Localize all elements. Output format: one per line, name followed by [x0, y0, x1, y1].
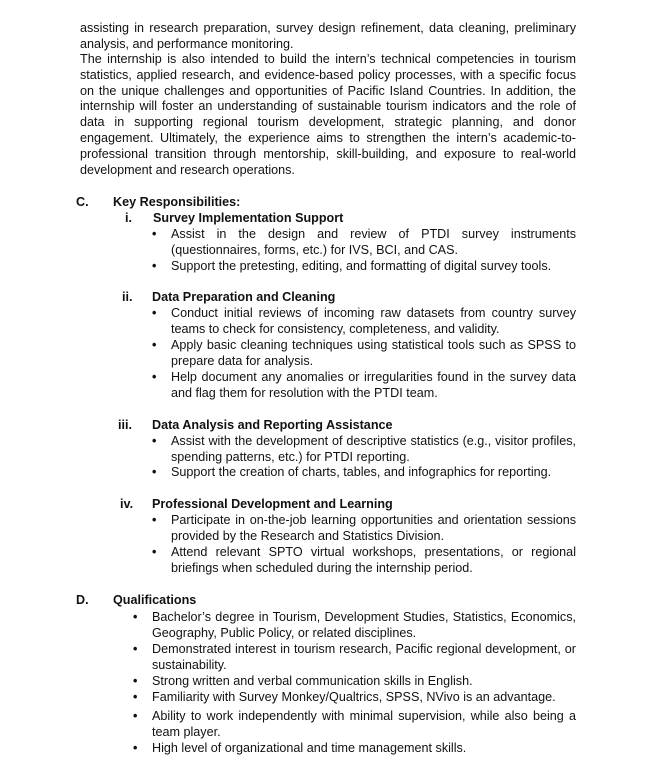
list-item: [152, 227, 576, 259]
list-item: [133, 642, 576, 674]
list-item-text: Apply basic cleaning techniques using statistical tools such as SPSS to prepare data for analysis.: [171, 338, 576, 368]
subsection-iii-heading: [118, 418, 393, 434]
bullet-glyph: •: [133, 690, 138, 704]
section-d-title: Qualifications: [113, 593, 197, 607]
bullet-glyph: •: [152, 306, 157, 320]
bullet-glyph: •: [152, 513, 157, 527]
list-item: [133, 709, 576, 741]
bullet-glyph: •: [152, 465, 157, 479]
subsection-ii-heading: [122, 290, 335, 306]
list-item-text: Bachelor’s degree in Tourism, Development Studies, Statistics, Economics, Geography, Public Policy, or related disciplines.: [152, 610, 576, 640]
list-item-text: Help document any anomalies or irregularities found in the survey data and flag them for resolution with the PTDI team.: [171, 370, 576, 400]
bullet-glyph: •: [152, 259, 157, 273]
section-c-letter: C.: [76, 195, 89, 209]
bullet-glyph: •: [133, 709, 138, 723]
list-item: [133, 610, 576, 642]
bullet-glyph: •: [152, 434, 157, 448]
list-item-text: Attend relevant SPTO virtual workshops, presentations, or regional briefings when scheduled during the internship period.: [171, 545, 576, 575]
bullet-glyph: •: [133, 642, 138, 656]
list-item: [152, 465, 576, 481]
list-item: [133, 674, 576, 690]
list-item-text: Strong written and verbal communication skills in English.: [152, 674, 473, 688]
list-item-text: High level of organizational and time management skills.: [152, 741, 467, 755]
subsection-i-heading: [125, 211, 343, 227]
section-c-heading: [76, 195, 240, 211]
list-item: [152, 513, 576, 545]
list-item-text: Conduct initial reviews of incoming raw datasets from country survey teams to check for consistency, completeness, and validity.: [171, 306, 576, 336]
subsection-numeral: iv.: [120, 497, 134, 511]
list-item: [133, 690, 576, 706]
list-item: [152, 338, 576, 370]
subsection-numeral: i.: [125, 211, 132, 225]
list-item-text: Familiarity with Survey Monkey/Qualtrics, SPSS, NVivo is an advantage.: [152, 690, 556, 704]
subsection-numeral: iii.: [118, 418, 132, 432]
list-item-text: Ability to work independently with minimal supervision, while also being a team player.: [152, 709, 576, 739]
list-item-text: Assist with the development of descriptive statistics (e.g., visitor profiles, spending patterns, etc.) for PTDI reporting.: [171, 434, 576, 464]
list-item-text: Support the pretesting, editing, and formatting of digital survey tools.: [171, 259, 552, 273]
list-item-text: Demonstrated interest in tourism research, Pacific regional development, or sustainability.: [152, 642, 576, 672]
list-item: [152, 306, 576, 338]
list-item-text: Assist in the design and review of PTDI survey instruments (questionnaires, forms, etc.) for IVS, BCI, and CAS.: [171, 227, 576, 257]
bullet-glyph: •: [152, 338, 157, 352]
list-item: [133, 741, 576, 757]
section-d-letter: D.: [76, 593, 89, 607]
intro-paragraph-2: The internship is also intended to build the intern’s technical competencies in tourism statistics, applied research, and evidence-based policy processes, with a specific focus on the unique challenges and opportunities of Pacific Island Countries. In addition, the internship will foster an understanding of sustainable tourism indicators and the role of data in supporting regional tourism development, strategic planning, and donor engagement. Ultimately, the experience aims to strengthen the intern’s academic-to-professional transition through mentorship, skill-building, and exposure to real-world development and research operations.: [80, 52, 576, 177]
section-c-title: Key Responsibilities:: [113, 195, 241, 209]
bullet-glyph: •: [152, 227, 157, 241]
intro-paragraph-1: assisting in research preparation, survey design refinement, data cleaning, preliminary analysis, and performance monitoring.: [80, 21, 576, 51]
list-item: [152, 370, 576, 402]
subsection-title: Data Preparation and Cleaning: [152, 290, 336, 304]
list-item-text: Participate in on-the-job learning opportunities and orientation sessions provided by the Research and Statistics Division.: [171, 513, 576, 543]
bullet-glyph: •: [152, 545, 157, 559]
subsection-title: Professional Development and Learning: [152, 497, 393, 511]
section-d-heading: [76, 593, 196, 609]
subsection-title: Data Analysis and Reporting Assistance: [152, 418, 393, 432]
list-item: [152, 545, 576, 577]
list-item: [152, 259, 576, 275]
subsection-iv-heading: [120, 497, 393, 513]
subsection-numeral: ii.: [122, 290, 133, 304]
list-item: [152, 434, 576, 466]
bullet-glyph: •: [133, 674, 138, 688]
list-item-text: Support the creation of charts, tables, and infographics for reporting.: [171, 465, 552, 479]
bullet-glyph: •: [133, 741, 138, 755]
bullet-glyph: •: [152, 370, 157, 384]
subsection-title: Survey Implementation Support: [153, 211, 344, 225]
bullet-glyph: •: [133, 610, 138, 624]
